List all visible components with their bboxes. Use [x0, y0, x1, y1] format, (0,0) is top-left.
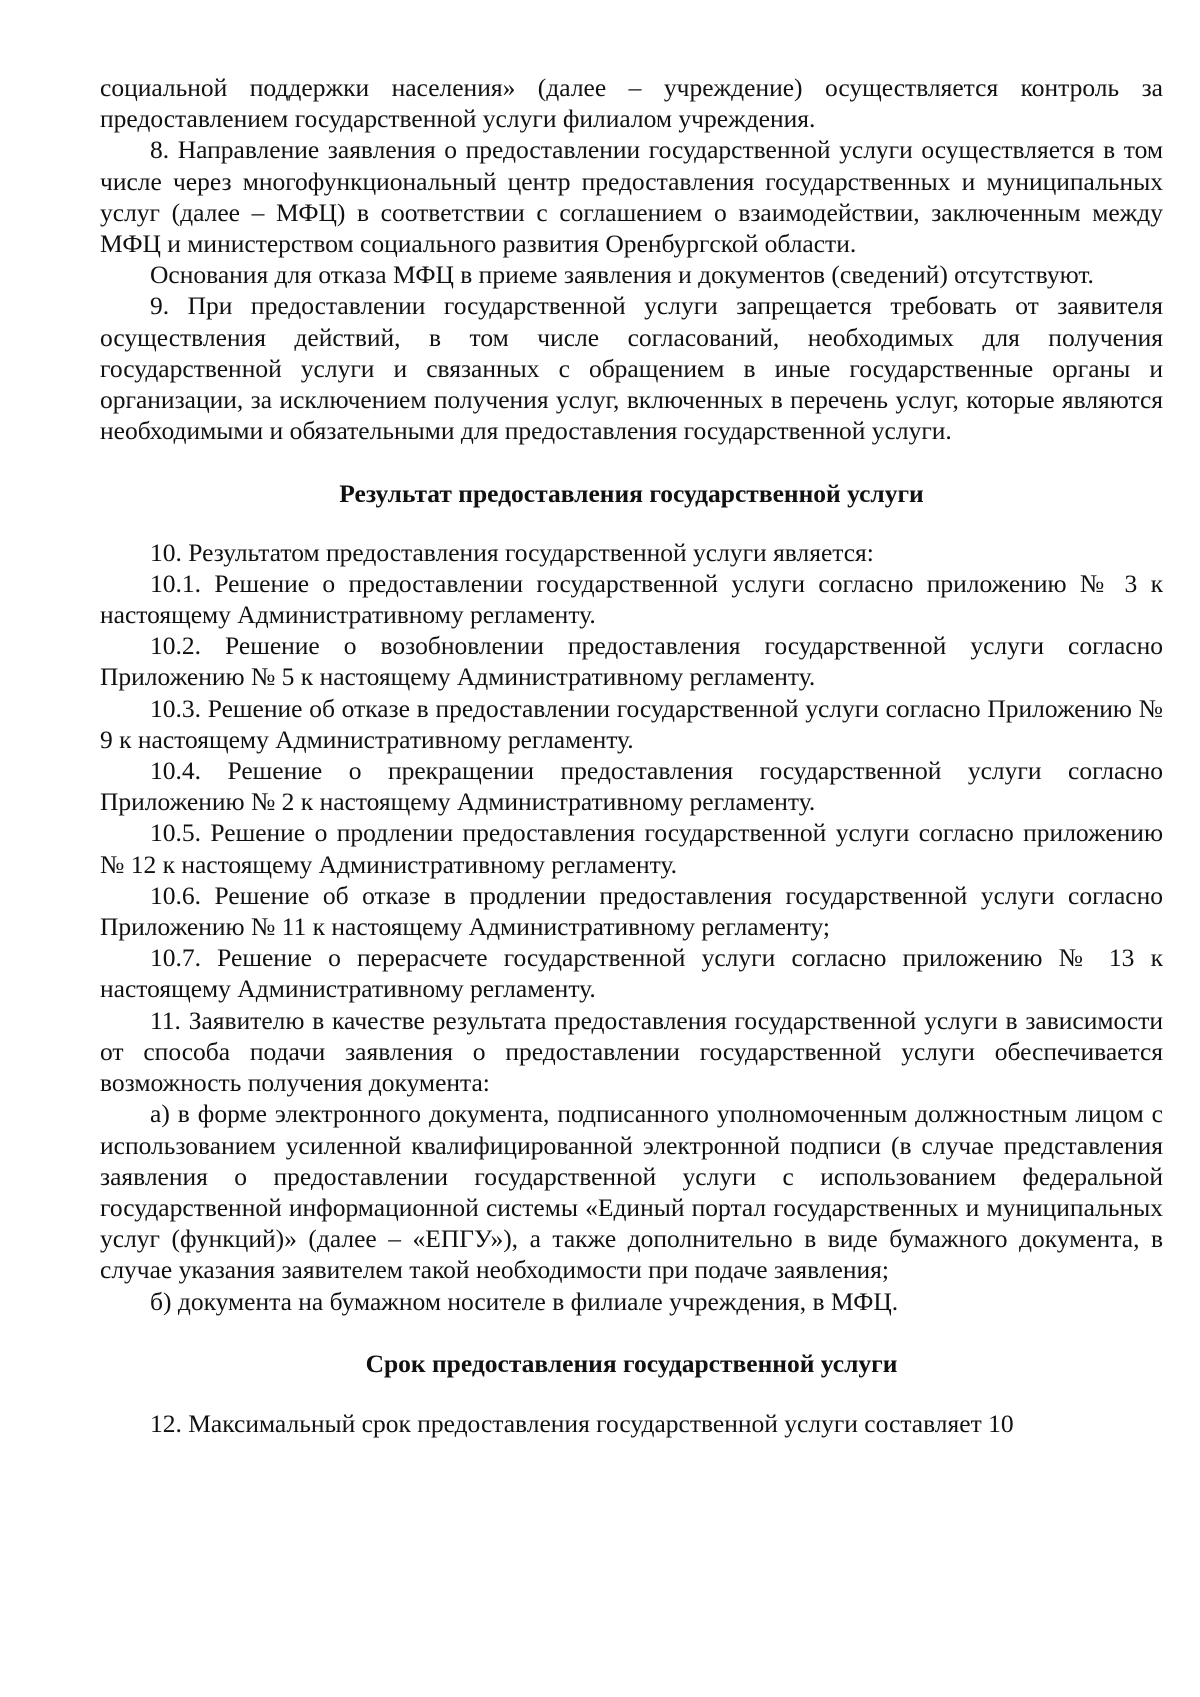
section-result	[100, 537, 1163, 1317]
paragraph-7-continuation: социальной поддержки населения» (далее – учреждение) осуществляется контроль за предоставлением государственной услуги филиалом учреждения.	[100, 73, 1163, 134]
document-page	[100, 72, 1163, 1439]
paragraph-10-6: 10.6. Решение об отказе в продлении предоставления государственной услуги согласно Приложению № 11 к настоящему Административному регламенту;	[100, 880, 1163, 942]
paragraph-8-grounds: Основания для отказа МФЦ в приеме заявления и документов (сведений) отсутствуют.	[150, 260, 1094, 290]
paragraph-10-5: 10.5. Решение о продлении предоставления государственной услуги согласно приложению № 12 к настоящему Административному регламенту.	[100, 818, 1163, 879]
paragraph-11-b: б) документа на бумажном носителе в филиале учреждения, в МФЦ.	[150, 1286, 899, 1316]
paragraph-10-1: 10.1. Решение о предоставлении государственной услуги согласно приложению № 3 к настоящему Административному регламенту.	[100, 568, 1163, 630]
paragraph-10-2: 10.2. Решение о возобновлении предоставления государственной услуги согласно Приложению № 5 к настоящему Административному регламенту.	[100, 631, 1163, 692]
paragraph-10-4: 10.4. Решение о прекращении предоставления государственной услуги согласно Приложению № 2 к настоящему Административному регламенту.	[100, 756, 1163, 817]
paragraph-11: 11. Заявителю в качестве результата предоставления государственной услуги в зависимости от способа подачи заявления о предоставлении государственной услуги обеспечивается возможность получения документа:	[100, 1005, 1163, 1098]
section-top	[100, 72, 1163, 446]
paragraph-12: 12. Максимальный срок предоставления государственной услуги составляет 10	[150, 1408, 1014, 1438]
paragraph-10-3: 10.3. Решение об отказе в предоставлении государственной услуги согласно Приложению № 9 к настоящему Административному регламенту.	[100, 693, 1163, 754]
paragraph-9: 9. При предоставлении государственной услуги запрещается требовать от заявителя осуществления действий, в том числе согласований, необходимых для получения государственной услуги и связанных с обращением в иные государственные органы и организации, за исключением получения услуг, включенных в перечень услуг, которые являются необходимыми и обязательными для предоставления государственной услуги.	[100, 291, 1163, 446]
paragraph-10: 10. Результатом предоставления государственной услуги является:	[150, 537, 874, 567]
paragraph-10-7: 10.7. Решение о перерасчете государственной услуги согласно приложению № 13 к настоящему Административному регламенту.	[100, 943, 1163, 1004]
heading-term: Срок предоставления государственной услуги	[365, 1348, 898, 1378]
section-term	[100, 1408, 1163, 1439]
heading-result: Результат предоставления государственной услуги	[339, 479, 924, 509]
paragraph-8: 8. Направление заявления о предоставлении государственной услуги осуществляется в том числе через многофункциональный центр предоставления государственных и муниципальных услуг (далее – МФЦ) в соответствии с соглашением о взаимодействии, заключенным между МФЦ и министерством социального развития Оренбургской области.	[100, 135, 1163, 259]
paragraph-11-a: а) в форме электронного документа, подписанного уполномоченным должностным лицом с использованием усиленной квалифицированной электронной подписи (в случае представления заявления о предоставлении государственной услуги с использованием федеральной государственной информационной системы «Единый портал государственных и муниципальных услуг (функций)» (далее – «ЕПГУ»), а также дополнительно в виде бумажного документа, в случае указания заявителем такой необходимости при подаче заявления;	[100, 1099, 1163, 1285]
